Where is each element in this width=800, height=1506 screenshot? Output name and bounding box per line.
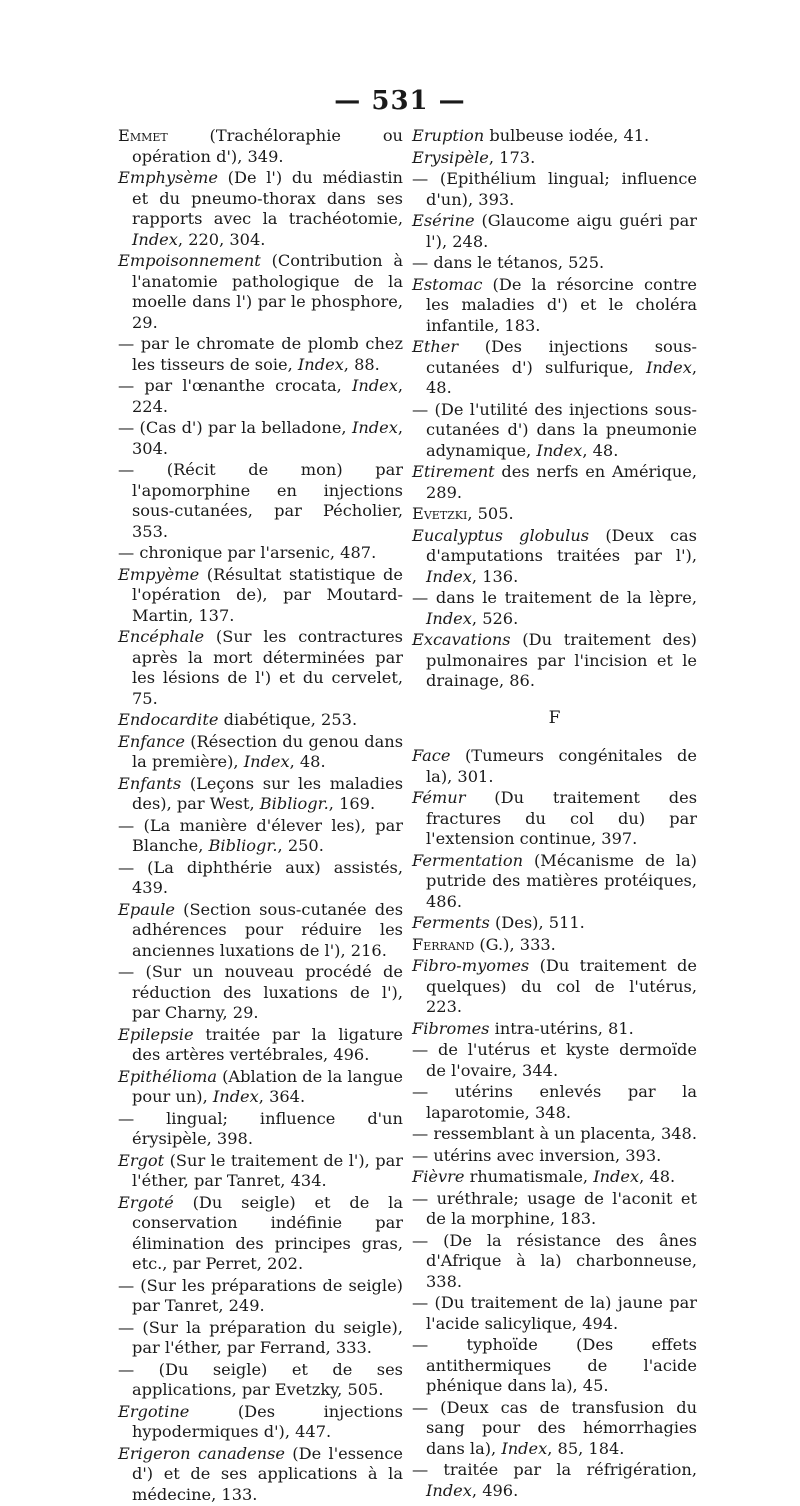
entry-text: (De la résorcine contre les maladies d') et le choléra infantile, 183. [426, 274, 697, 335]
entry-text: de l'utérus et kyste dermoïde de l'ovaire, 344. [426, 1040, 697, 1080]
entry-reference: Index [297, 354, 344, 374]
entry-text: par le chromate de plomb chez les tisseurs de soie, [132, 334, 403, 374]
entry-heading: Emmet [118, 126, 168, 145]
entry-text: (Section sous-cutanée des adhérences pour réduire les anciennes luxations de l'), 216. [132, 899, 403, 960]
entry-text: bulbeuse iodée, 41. [484, 126, 650, 145]
entry-text: (La diphthérie aux) assistés, 439. [132, 857, 403, 897]
index-entry [118, 251, 403, 333]
index-entry [118, 816, 403, 857]
entry-pages: , 526. [471, 608, 519, 628]
entry-heading: Esérine [412, 211, 475, 230]
entry-heading: Estomac [412, 274, 483, 294]
entry-text: (Sur la préparation du seigle), par l'éther, par Ferrand, 333. [132, 1317, 403, 1357]
entry-text: intra-utérins, 81. [489, 1018, 634, 1038]
entry-heading: — [118, 1275, 135, 1295]
entry-text: (Résection du genou dans la première), [132, 731, 403, 771]
entry-text: (Epithélium lingual; influence d'un), 393. [426, 169, 697, 209]
entry-heading: Eucalyptus globulus [412, 525, 590, 545]
page-number: — 531 — [334, 86, 466, 116]
entry-heading: Excavations [412, 630, 511, 649]
entry-heading: Erysipèle [412, 147, 489, 167]
entry-heading: — [118, 543, 135, 562]
entry-heading: — [412, 1040, 429, 1059]
entry-heading: — [118, 376, 135, 395]
index-entry [118, 732, 403, 773]
entries-e-continued [412, 126, 697, 692]
index-entry [412, 588, 697, 629]
entry-text: (Du traitement des fractures du col du) par l'extension continue, 397. [426, 788, 697, 848]
entry-reference: Index [426, 566, 472, 586]
index-entry [412, 913, 697, 934]
entry-text: utérins enlevés par la laparotomie, 348. [426, 1082, 697, 1122]
entry-pages: , 48. [639, 1167, 676, 1186]
entry-heading: — [412, 1230, 429, 1250]
entry-text: utérins avec inversion, 393. [428, 1145, 662, 1165]
index-entry [412, 148, 697, 169]
entry-heading: — [412, 1335, 429, 1354]
entry-text: lingual; influence d'un érysipèle, 398. [132, 1108, 403, 1148]
entry-text: (De l') du médiastin et du pneumo-thorax dans ses rapports avec la trachéotomie, [132, 168, 403, 228]
index-entry [412, 935, 697, 956]
entry-text: (Des), 511. [489, 913, 585, 932]
entry-text: (Leçons sur les maladies des), par West, [132, 773, 403, 813]
entry-heading: — [118, 460, 135, 479]
entry-heading: — [118, 418, 135, 437]
entry-heading: Fibro-myomes [412, 956, 530, 975]
entry-heading: Epaule [118, 899, 176, 919]
entry-heading: Enfance [118, 731, 185, 751]
entry-heading: Fibromes [412, 1018, 490, 1038]
entries-f [412, 746, 697, 1501]
index-entry [412, 1189, 697, 1230]
entry-text: dans le traitement de la lèpre, [428, 588, 697, 607]
entry-heading: Enfants [118, 773, 182, 793]
index-entry [118, 334, 403, 375]
index-entry [412, 126, 697, 147]
index-entry [412, 211, 697, 252]
entry-heading: — [118, 1317, 135, 1337]
entry-heading: — [412, 1397, 429, 1417]
entry-reference: Index [426, 1480, 472, 1500]
entry-text: (De la résistance des ânes d'Afrique à la) charbonneuse, 338. [426, 1230, 697, 1291]
entry-heading: — [412, 399, 429, 419]
entry-text: traitée par la ligature des artères vertébrales, 496. [132, 1024, 403, 1064]
entry-pages: , 48. [582, 440, 619, 460]
entry-pages: , 364. [258, 1087, 306, 1106]
index-entry [118, 543, 403, 564]
index-entry [118, 962, 403, 1024]
entry-reference: Index [593, 1167, 640, 1186]
entry-text: (Mécanisme de la) putride des matières protéiques, 486. [426, 850, 697, 911]
entry-pages: , 220, 304. [177, 229, 266, 249]
index-entry [118, 1067, 403, 1108]
index-entry [118, 1444, 403, 1506]
entry-text: (Du seigle) et de ses applications, par Evetzky, 505. [132, 1359, 403, 1399]
index-entry [118, 1025, 403, 1066]
entry-heading: — [118, 334, 135, 353]
entry-heading: — [412, 1082, 429, 1101]
index-entry [412, 253, 697, 274]
entry-text: ressemblant à un placenta, 348. [428, 1124, 698, 1143]
entry-pages: , 169. [328, 794, 376, 813]
entry-text: (Du seigle) et de la conservation indéfinie par élimination des principes gras, etc., par Perret, 202. [132, 1192, 403, 1273]
entry-text: (Sur un nouveau procédé de réduction des luxations de l'), par Charny, 29. [132, 962, 403, 1022]
entry-text: (Des injections sous-cutanées d') sulfurique, [426, 337, 697, 377]
index-entry [118, 774, 403, 815]
entry-heading: Face [412, 746, 451, 765]
index-entry [412, 1167, 697, 1188]
entry-reference: Index [536, 440, 583, 460]
entry-text: , 505. [467, 504, 514, 523]
entry-heading: Ergot [118, 1150, 165, 1170]
entry-reference: Index [501, 1438, 548, 1458]
index-entry [412, 1398, 697, 1460]
index-entry [412, 1335, 697, 1397]
entry-heading: — [118, 857, 135, 877]
entry-reference: Index [351, 376, 398, 395]
index-entry [412, 788, 697, 850]
entry-text: (Récit de mon) par l'apomorphine en injections sous-cutanées, par Pécholier, 353. [132, 460, 403, 541]
entry-heading: Evetzki [412, 504, 468, 523]
entry-heading: Ergotine [118, 1401, 190, 1421]
entry-heading: — [412, 1124, 429, 1143]
entry-heading: — [412, 169, 429, 188]
entry-pages: , 304. [132, 418, 403, 458]
index-entry [412, 1082, 697, 1123]
entry-text: (G.), 333. [474, 934, 556, 954]
entry-text: (Résultat statistique de l'opération de), par Moutard-Martin, 137. [132, 564, 403, 625]
entry-pages: , 48. [426, 357, 697, 397]
index-entry [412, 1231, 697, 1293]
entry-text: (Trachéloraphie ou opération d'), 349. [132, 126, 403, 166]
entry-text: uréthrale; usage de l'aconit et de la morphine, 183. [426, 1188, 697, 1228]
entry-text: (Contribution à l'anatomie pathologique de la moelle dans l') par le phosphore, 29. [132, 251, 403, 332]
entry-text: (Deux cas de transfusion du sang pour des hémorrhagies dans la), [426, 1397, 697, 1458]
index-entry [118, 168, 403, 250]
entry-text: chronique par l'arsenic, 487. [134, 543, 377, 562]
entry-pages: , 224. [132, 376, 403, 416]
index-entry [118, 418, 403, 459]
entry-heading: Ergoté [118, 1192, 174, 1212]
index-entry [118, 1360, 403, 1401]
index-entry [412, 1460, 697, 1501]
entry-heading: Ferrand [412, 934, 475, 954]
entry-heading: Epilepsie [118, 1024, 194, 1044]
entry-pages: , 85, 184. [547, 1438, 625, 1458]
entry-heading: Emphysème [118, 168, 218, 187]
index-entry [118, 126, 403, 167]
index-entry [412, 1019, 697, 1040]
entry-reference: Bibliogr. [208, 836, 278, 855]
entry-heading: Empoisonnement [118, 251, 261, 270]
entry-heading: Encéphale [118, 627, 205, 646]
entry-heading: Ether [412, 337, 459, 356]
index-entry [118, 376, 403, 417]
index-entry [118, 1402, 403, 1443]
entry-text: (Ablation de la langue pour un), [132, 1066, 403, 1106]
entry-reference: Index [243, 752, 290, 771]
index-entry [118, 858, 403, 899]
entry-text: diabétique, 253. [218, 710, 358, 729]
entry-heading: — [412, 1460, 429, 1479]
index-entry [412, 1293, 697, 1334]
entry-heading: — [412, 253, 429, 272]
index-entry [412, 169, 697, 210]
index-entry [412, 956, 697, 1018]
index-entry [118, 1109, 403, 1150]
entry-heading: — [118, 1359, 135, 1379]
entry-text: (Du traitement de la) jaune par l'acide salicylique, 494. [426, 1293, 697, 1333]
index-entry [118, 627, 403, 709]
entry-text: (Cas d') par la belladone, [134, 418, 352, 437]
entry-heading: — [118, 1108, 135, 1128]
section-letter-heading: F [548, 707, 561, 728]
entry-text: (Sur le traitement de l'), par l'éther, par Tanret, 434. [132, 1150, 403, 1190]
entry-text: rhumatismale, [464, 1167, 594, 1186]
entry-heading: Eruption [412, 126, 485, 145]
entry-text: (Sur les contractures après la mort déterminées par les lésions de l') et du cervelet, 75. [132, 627, 403, 708]
entry-text: (Du traitement des) pulmonaires par l'incision et le drainage, 86. [426, 630, 697, 690]
index-entry [412, 851, 697, 913]
entry-heading: Fièvre [412, 1167, 465, 1186]
entry-pages: , 496. [471, 1480, 519, 1500]
index-entry [412, 504, 697, 525]
index-entry [118, 710, 403, 731]
index-entry [118, 900, 403, 962]
index-entry [412, 400, 697, 462]
index-entry [118, 1151, 403, 1192]
entry-text: (Sur les préparations de seigle) par Tanret, 249. [132, 1275, 403, 1315]
index-entry [118, 1276, 403, 1317]
entry-text: , 173. [488, 147, 536, 167]
entry-pages: , 136. [471, 566, 519, 586]
entry-heading: — [412, 588, 429, 607]
index-entry [412, 275, 697, 337]
entry-text: (Glaucome aigu guéri par l'), 248. [426, 211, 697, 251]
entry-reference: Index [645, 357, 692, 377]
entry-reference: Index [426, 608, 472, 628]
entry-heading: — [412, 1293, 429, 1312]
entry-text: (Deux cas d'amputations traitées par l'), [426, 525, 697, 565]
entry-reference: Index [351, 418, 398, 437]
entry-text: par l'œnanthe crocata, [134, 376, 352, 395]
index-entry [412, 1040, 697, 1081]
entry-text: (Des injections hypodermiques d'), 447. [132, 1401, 403, 1441]
index-entry [118, 460, 403, 542]
entry-reference: Index [212, 1087, 259, 1106]
entry-text: (Tumeurs congénitales de la), 301. [426, 746, 697, 786]
entry-heading: — [118, 815, 135, 835]
index-entry [412, 1146, 697, 1167]
index-entry [118, 1318, 403, 1359]
entry-reference: Bibliogr. [259, 794, 329, 813]
entry-heading: Fémur [412, 788, 466, 807]
entry-pages: , 88. [343, 354, 380, 374]
entry-heading: Etirement [412, 462, 495, 481]
entry-heading: Ferments [412, 913, 490, 932]
entry-heading: Empyème [118, 564, 200, 584]
entry-heading: — [412, 1145, 429, 1165]
entry-text: (De l'essence d') et de ses applications à la médecine, 133. [132, 1443, 403, 1504]
entry-text: dans le tétanos, 525. [428, 253, 605, 272]
entry-text: des nerfs en Amérique, 289. [426, 462, 697, 502]
index-entry [412, 630, 697, 692]
entry-text: typhoïde (Des effets antithermiques de l'acide phénique dans la), 45. [426, 1335, 697, 1395]
entry-text: (De l'utilité des injections sous-cutanées d') dans la pneumonie adynamique, [426, 399, 697, 460]
entry-heading: — [412, 1188, 429, 1208]
index-entry [412, 1124, 697, 1145]
entry-heading: Erigeron canadense [118, 1443, 285, 1463]
entry-text: (Du traitement de quelques) du col de l'utérus, 223. [426, 956, 697, 1016]
index-entry [118, 565, 403, 627]
entry-pages: , 48. [289, 752, 326, 771]
index-column-right [412, 126, 697, 1502]
entry-text: (La manière d'élever les), par Blanche, [132, 815, 403, 855]
entry-reference: Index [132, 229, 178, 249]
index-entry [412, 337, 697, 399]
index-entry [118, 1193, 403, 1275]
entry-heading: — [118, 962, 135, 981]
entry-text: traitée par la réfrigération, [428, 1460, 697, 1479]
index-entry [412, 526, 697, 588]
entry-heading: Fermentation [412, 850, 524, 870]
index-entry [412, 462, 697, 503]
entry-heading: Endocardite [118, 710, 219, 729]
index-column-left [118, 126, 403, 1506]
entry-pages: , 250. [277, 836, 324, 855]
entry-heading: Epithélioma [118, 1066, 217, 1086]
index-entry [412, 746, 697, 787]
